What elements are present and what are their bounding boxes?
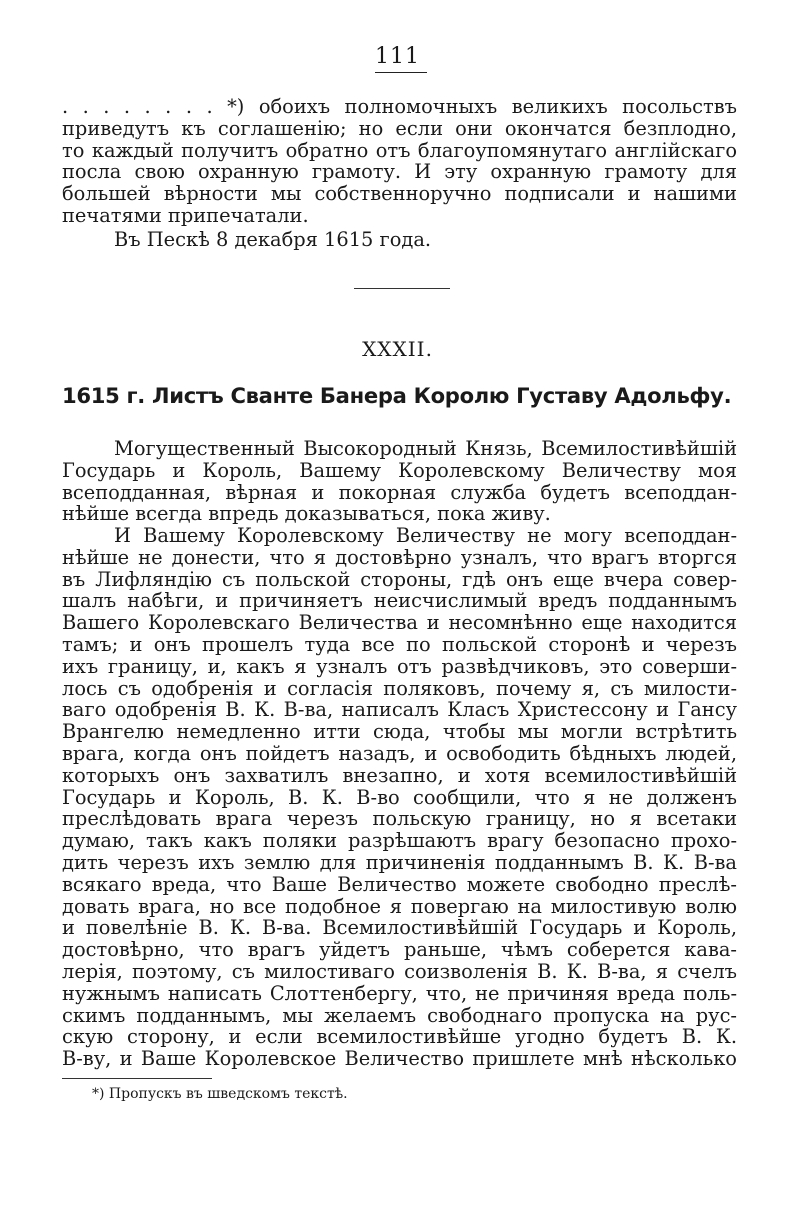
text-line: лось съ одобренія и согласія поляковъ, почему я, съ милости- <box>62 676 737 700</box>
text-line: тамъ; и онъ прошелъ туда все по польской сторонѣ и черезъ <box>62 632 737 656</box>
text-line: . . . . . . . . *) обоихъ полномочныхъ великихъ посольствъ <box>62 95 737 118</box>
text-line: В-ву, и Ваше Королевское Величество пришлете мнѣ нѣсколько <box>62 1047 737 1071</box>
text-line: Могущественный Высокородный Князь, Всемилостивѣйшій <box>114 437 737 460</box>
date-line: Въ Пескѣ 8 декабря 1615 года. <box>114 228 432 251</box>
section-divider <box>354 288 450 289</box>
text-line: всеподданная, вѣрная и покорная служба будетъ всеподдан- <box>62 480 737 504</box>
text-line: посла свою охранную грамоту. И эту охранную грамоту для <box>62 160 737 184</box>
paragraph-1 <box>62 438 737 525</box>
text-line: большей вѣрности мы собственноручно подписали и нашими <box>62 182 737 206</box>
text-line: скимъ подданнымъ, мы желаемъ свободнаго пропуска на рус- <box>62 1003 737 1027</box>
text-line: всякаго вреда, что Ваше Величество можете свободно преслѣ- <box>62 872 737 896</box>
text-line: ихъ границу, и, какъ я узналъ отъ развѣдчиковъ, это соверши- <box>62 654 737 678</box>
text-line: дить черезъ ихъ землю для причиненія подданнымъ В. К. В-ва <box>62 850 737 874</box>
text-line: лерія, поэтому, съ милостиваго соизволенія В. К. В-ва, я счелъ <box>62 959 737 983</box>
page-number: 111 <box>375 44 420 69</box>
footnote: *) Пропускъ въ шведскомъ текстѣ. <box>92 1086 348 1102</box>
section-number: XXXII. <box>362 337 433 361</box>
footnote-divider <box>62 1078 212 1079</box>
text-line: то каждый получитъ обратно отъ благоупомянутаго англійскаго <box>62 138 737 162</box>
text-line: И Вашему Королевскому Величеству не могу всеподдан- <box>114 524 737 547</box>
text-line: печатями припечатали. <box>62 203 309 227</box>
text-line: врага, когда онъ пойдетъ назадъ, и освободить бѣдныхъ людей, <box>62 741 737 765</box>
text-line: приведутъ къ соглашенію; но если они окончатся безплодно, <box>62 116 737 140</box>
text-line: нѣйше всегда впредь доказываться, пока живу. <box>62 502 551 526</box>
text-line: Государь и Король, В. К. В-во сообщили, что я не долженъ <box>62 785 737 809</box>
text-line: которыхъ онъ захватилъ внезапно, и хотя всемилостивѣйшій <box>62 763 737 787</box>
text-line: Врангелю немедленно итти сюда, чтобы мы могли встрѣтить <box>62 720 737 744</box>
text-line: нужнымъ написать Слоттенбергу, что, не причиняя вреда поль- <box>62 981 737 1005</box>
text-line: преслѣдовать врага черезъ польскую границу, но я всетаки <box>62 807 737 831</box>
paragraph-2 <box>62 525 737 1070</box>
text-line: думаю, такъ какъ поляки разрѣшаютъ врагу безопасно прохо- <box>62 829 737 853</box>
page-number-underline <box>375 72 427 73</box>
text-line: скую сторону, и если всемилостивѣйше угодно будетъ В. К. <box>62 1025 737 1049</box>
text-line: въ Лифляндію съ польской стороны, гдѣ онъ еще вчера совер- <box>62 567 737 591</box>
text-line: довать врага, но все подобное я повергаю на милостивую волю <box>62 894 737 918</box>
text-line: Вашего Королевскаго Величества и несомнѣнно еще находится <box>62 611 737 635</box>
text-line: и повелѣніе В. К. В-ва. Всемилостивѣйшій Государь и Король, <box>62 916 737 940</box>
text-line: нѣйше не донести, что я достовѣрно узналъ, что врагъ вторгся <box>62 545 737 569</box>
document-title: 1615 г. Листъ Сванте Банера Королю Густаву Адольфу. <box>62 383 732 408</box>
text-line: шалъ набѣги, и причиняетъ неисчислимый вредъ подданнымъ <box>62 589 737 613</box>
text-line: достовѣрно, что врагъ уйдетъ раньше, чѣмъ соберется кава- <box>62 938 737 962</box>
text-line: Государь и Король, Вашему Королевскому Величеству моя <box>62 458 737 482</box>
top-paragraph <box>62 96 737 227</box>
text-line: ваго одобренія В. К. В-ва, написалъ Класъ Христессону и Гансу <box>62 698 737 722</box>
